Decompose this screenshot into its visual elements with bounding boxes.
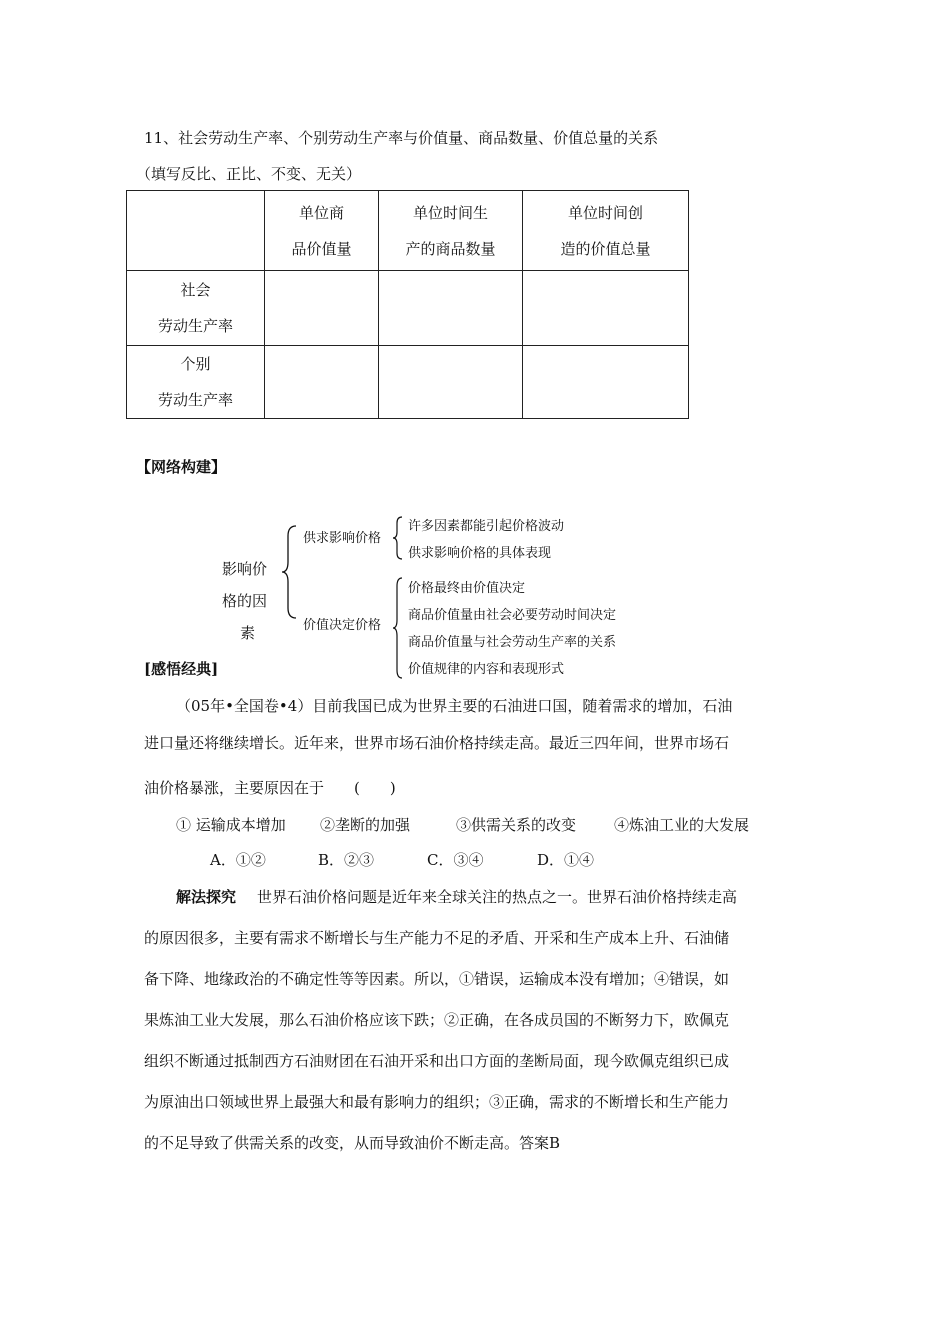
row-header-line: 社会 [180, 281, 211, 299]
root-brace-icon [280, 524, 298, 620]
answer-choice: A．①② [210, 851, 266, 869]
branch-supply-item: 供求影响价格的具体表现 [408, 546, 552, 561]
branch-supply-label: 供求影响价格 [303, 531, 382, 546]
answer-choice: C．③④ [427, 851, 484, 869]
solution-line: 的不足导致了供需关系的改变，从而导致油价不断走高。答案B [144, 1134, 561, 1152]
branch-supply-brace-icon [392, 515, 404, 561]
network-heading: 【网络构建】 [136, 458, 227, 476]
header-line: 产的商品数量 [405, 239, 496, 258]
header-line: 单位时间创 [567, 203, 643, 222]
table-blank-cell [379, 271, 523, 346]
classic-heading: [感悟经典] [144, 660, 219, 678]
table-blank-cell [265, 271, 379, 346]
table-blank-cell [523, 346, 689, 419]
branch-supply-item: 许多因素都能引起价格波动 [408, 519, 565, 534]
header-line: 品价值量 [291, 239, 352, 258]
row-header-cell [127, 271, 265, 346]
option-item: ④炼油工业的大发展 [614, 816, 750, 834]
row-header-line: 劳动生产率 [157, 391, 233, 409]
question-line: 油价格暴涨，主要原因在于 ( ) [144, 779, 396, 797]
solution-label: 解法探究 [176, 888, 237, 906]
solution-line: 的原因很多，主要有需求不断增长与生产能力不足的矛盾、开采和生产成本上升、石油储 [144, 929, 730, 947]
table-blank-cell [265, 346, 379, 419]
branch-value-item: 商品价值量由社会必要劳动时间决定 [408, 608, 617, 623]
root-line: 素 [240, 624, 256, 642]
solution-line: 为原油出口领域世界上最强大和最有影响力的组织；③正确，需求的不断增长和生产能力 [144, 1093, 730, 1111]
question-11-title: 11、社会劳动生产率、个别劳动生产率与价值量、商品数量、价值总量的关系 [144, 129, 659, 147]
table-header-cell [379, 191, 523, 271]
header-line: 单位商 [298, 203, 344, 222]
header-line: 单位时间生 [412, 203, 488, 222]
row-header-line: 个别 [180, 355, 211, 373]
branch-value-brace-icon [392, 576, 404, 680]
question-11-hint: （填写反比、正比、不变、无关） [136, 165, 362, 183]
solution-line: 世界石油价格问题是近年来全球关注的热点之一。世界石油价格持续走高 [257, 888, 738, 906]
branch-value-item: 价格最终由价值决定 [408, 581, 526, 596]
branch-value-item: 商品价值量与社会劳动生产率的关系 [408, 635, 617, 650]
solution-line: 组织不断通过抵制西方石油财团在石油开采和出口方面的垄断局面，现今欧佩克组织已成 [144, 1052, 730, 1070]
answer-choice: D．①④ [537, 851, 595, 869]
option-item: ②垄断的加强 [320, 816, 411, 834]
table-row [127, 271, 689, 346]
option-item: ③供需关系的改变 [456, 816, 577, 834]
option-item: ① 运输成本增加 [176, 816, 286, 834]
question-line: 进口量还将继续增长。近年来，世界市场石油价格持续走高。最近三四年间，世界市场石 [144, 734, 730, 752]
relation-table [126, 190, 689, 419]
solution-line: 果炼油工业大发展，那么石油价格应该下跌；②正确，在各成员国的不断努力下，欧佩克 [144, 1011, 730, 1029]
table-row [127, 346, 689, 419]
table-header-row [127, 191, 689, 271]
table-header-cell [523, 191, 689, 271]
table-corner-cell [127, 191, 265, 271]
table-blank-cell [379, 346, 523, 419]
answer-choice: B．②③ [318, 851, 375, 869]
question-line: （05年•全国卷•4）目前我国已成为世界主要的石油进口国，随着需求的增加，石油 [176, 697, 733, 715]
table-blank-cell [523, 271, 689, 346]
branch-value-item: 价值规律的内容和表现形式 [408, 662, 565, 677]
root-line: 格的因 [222, 592, 268, 610]
row-header-line: 劳动生产率 [157, 317, 233, 335]
root-line: 影响价 [222, 560, 268, 578]
header-line: 造的价值总量 [560, 239, 651, 258]
solution-line: 备下降、地缘政治的不确定性等等因素。所以，①错误，运输成本没有增加；④错误，如 [144, 970, 730, 988]
branch-value-label: 价值决定价格 [303, 618, 382, 633]
row-header-cell [127, 346, 265, 419]
table-header-cell [265, 191, 379, 271]
